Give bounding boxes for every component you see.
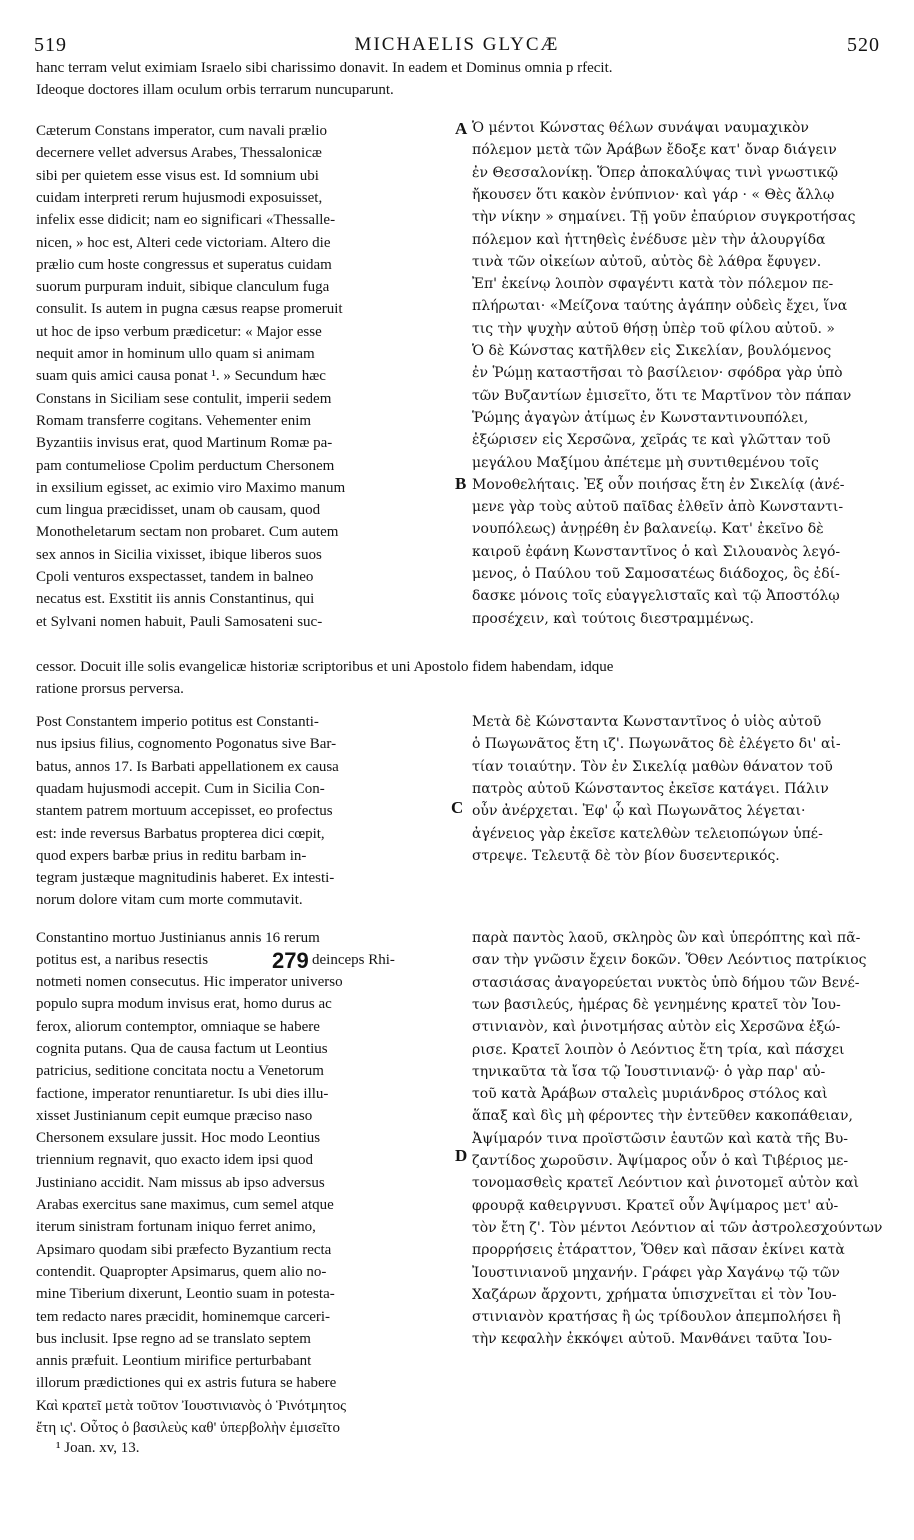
- running-title: MICHAELIS GLYCÆ: [354, 34, 560, 55]
- text-line: ζαντίδος χωροῦσιν. Ἀψίμαρος οὖν ὁ καὶ Τιβέριος με-: [472, 1153, 849, 1169]
- text-line: in exsilium egisset, ac eximio viro Maximo manum: [36, 479, 346, 496]
- text-line: prælio cum hoste congressus et superatus cuidam: [36, 256, 332, 273]
- text-line: Ὁ δὲ Κώνστας κατῆλθεν εἰς Σικελίαν, βουλόμενος: [472, 343, 832, 359]
- text-line: cuidam interpreti rerum hujusmodi exposuisset,: [36, 189, 323, 206]
- text-line: notmeti nomen consecutus. Hic imperator universo: [36, 974, 343, 990]
- text-line: οὖν ἀνέρχεται. Ἐφ' ᾧ καὶ Πωγωνᾶτος λέγεται·: [472, 803, 806, 820]
- text-line: Χαζάρων ἄρχοντι, χρήματα ὑπισχνεῖται εἰ τὸν Ἰου-: [472, 1286, 837, 1303]
- text-line: Justiniano accidit. Nam missus ab ipso adversus: [36, 1174, 325, 1191]
- text-line: στινιανὸν κρατήσας ἢ ὡς τρίδουλον ἀπεμπολήσει ἢ: [472, 1309, 841, 1326]
- inline-page-number: 279: [272, 948, 309, 973]
- text-line: Ῥώμης ἀγαγὼν ἀτίμως ἐν Κωνσταντινουπόλει,: [472, 409, 809, 426]
- text-line: τονομασθεὶς κρατεῖ Λεόντιον καὶ ῥινοτομεῖ αὐτὸν καὶ: [472, 1175, 860, 1192]
- page-header: [34, 34, 880, 58]
- text-line: ἔτη ις'. Οὗτος ὁ βασιλεὺς καθ' ὑπερβολὴν ἐμισεῖτο: [36, 1420, 340, 1436]
- text-line: patricius, seditione concitata noctu a Venetorum: [36, 1063, 324, 1080]
- text-line: suam quis amici causa ponat ¹. » Secundum hæc: [36, 368, 326, 385]
- text-line: τὸν ἔτη ζ'. Τὸν μέντοι Λεόντιον αἱ τῶν ἀστρολεσχούντων: [472, 1219, 883, 1236]
- text-line: Ἀψίμαρόν τινα προϊστῶσιν ἑαυτῶν καὶ κατὰ τῆς Βυ-: [472, 1130, 849, 1147]
- text-line: Ἐπ' ἐκείνῳ λοιπὸν σφαγέντι κατὰ τὸν πόλεμον πε-: [472, 276, 834, 293]
- text-line: προρρήσεις ἐτάραττον, Ὅθεν καὶ πᾶσαν ἐκίνει κατὰ: [472, 1242, 845, 1259]
- text-line: stantem patrem mortuum accepisset, eo profectus: [36, 803, 333, 820]
- text-line: ἐν Ῥώμῃ καταστῆσαι τὸ βασίλειον· σφόδρα γὰρ ὑπὸ: [472, 365, 843, 382]
- text-line: Apsimaro quodam sibi præfecto Byzantium recta: [36, 1241, 332, 1258]
- text-line: Ὁ μέντοι Κώνστας θέλων συνάψαι ναυμαχικὸν: [472, 120, 809, 136]
- text-line: ἤκουσεν ὅτι κακὸν ἐνύπνιον· καὶ γάρ · « Θὲς ἄλλῳ: [472, 186, 835, 203]
- text-line: στινιανὸν, καὶ ῥινοτμήσας αὐτὸν εἰς Χερσῶνα ἐξώ-: [472, 1019, 841, 1036]
- text-line: deinceps Rhi-: [312, 952, 395, 968]
- text-line: norum dolore vitam cum morte commutavit.: [36, 892, 303, 909]
- text-line: μενε γὰρ τοὺς αὐτοῦ παῖδας ἐλθεῖν ἀπὸ Κωνσταντι-: [472, 499, 844, 516]
- text-line: τις τὴν ψυχὴν αὐτοῦ θήσῃ ὑπὲρ τοῦ φίλου αὐτοῦ. »: [472, 320, 835, 337]
- text-line: Cpoli venturos exspectasset, tandem in balneo: [36, 569, 314, 585]
- text-line: ἀγένειος γὰρ ἐκεῖσε κατελθὼν τελειοπώγων ὑπέ-: [472, 825, 823, 842]
- text-line: τὴν νίκην » σημαίνει. Τῇ γοῦν ἐπαύριον συγκροτήσας: [472, 209, 856, 226]
- text-line: των βασιλεύς, ἡμέρας δὲ γενημένης κρατεῖ τὸν Ἰου-: [472, 996, 841, 1013]
- text-line: quadam hujusmodi accepit. Cum in Sicilia Con-: [36, 780, 325, 797]
- text-line: πόλεμον καὶ ἡττηθεὶς ἐνέδυσε μὲν τὴν ἁλουργίδα: [472, 231, 826, 248]
- text-line: annis præfuit. Leontium mirifice perturbabant: [36, 1353, 312, 1370]
- text-line: μεγάλου Μαξίμου ἀπέτεμε μὴ συντιθεμένου τοῖς: [472, 454, 819, 471]
- text-line: Chersonem exsulare jussit. Hoc modo Leontius: [36, 1130, 321, 1147]
- text-line: Constantino mortuo Justinianus annis 16 rerum: [36, 930, 320, 946]
- text-line: τὴν κεφαλὴν ἐκκόψει αὐτοῦ. Μανθάνει ταῦτα Ἰου-: [472, 1331, 832, 1348]
- text-line: cognita putans. Qua de causa factum ut Leontius: [36, 1040, 328, 1057]
- text-line: factione, imperator renuntiaretur. Is ubi dies illu-: [36, 1085, 329, 1102]
- text-line: bus inclusit. Ipse regno ad se translato septem: [36, 1330, 311, 1347]
- text-line: cum lingua præcidisset, unam ob causam, quod: [36, 502, 321, 519]
- text-line: τίαν τοιαύτην. Τὸν ἐν Σικελίᾳ μαθὼν θάνατον τοῦ: [472, 758, 833, 775]
- text-line: pam contumeliose Cpolim perductum Chersonem: [36, 457, 335, 474]
- text-line: ut hoc de ipso verbum prædicetur: « Major esse: [36, 323, 322, 340]
- text-line: Monotheletarum sectam non probaret. Cum autem: [36, 524, 339, 541]
- margin-letter-a: A: [455, 119, 468, 138]
- text-line: triennium regnavit, quo exacto idem ipsi quod: [36, 1152, 314, 1169]
- text-line: cessor. Docuit ille solis evangelicæ historiæ scriptoribus et uni Apostolo fidem habendam, idque: [36, 659, 614, 675]
- text-line: ρισε. Κρατεῖ λοιπὸν ὁ Λεόντιος ἔτη τρία, καὶ πάσχει: [472, 1041, 845, 1058]
- text-line: Cæterum Constans imperator, cum navali prælio: [36, 123, 328, 139]
- text-line: στασιάσας ἀναγορεύεται νυκτὸς ὑπὸ δήμου τῶν Βενέ-: [472, 974, 860, 991]
- text-line: iterum sinistram fortunam iniquo ferret animo,: [36, 1219, 316, 1236]
- text-line: παρὰ παντὸς λαοῦ, σκληρὸς ὢν καὶ ὑπερόπτης καὶ πᾶ-: [472, 930, 861, 946]
- text-line: xisset Justinianum cepit eumque præciso naso: [36, 1107, 313, 1124]
- text-line: et Sylvani nomen habuit, Pauli Samosateni suc-: [36, 613, 323, 630]
- text-line: suorum purpuram induit, sibique clanculum fuga: [36, 279, 330, 296]
- text-line: ratione prorsus perversa.: [36, 681, 184, 697]
- text-line: Καὶ κρατεῖ μετὰ τοῦτον Ἰουστινιανὸς ὁ Ῥινότμητος: [36, 1397, 347, 1414]
- text-line: πλήρωται· «Μείζονα ταύτης ἀγάπην οὐδεὶς ἔχει, ἵνα: [472, 298, 848, 315]
- text-line: Arabas exercitus sane maximus, cum semel atque: [36, 1197, 334, 1213]
- text-line: ἅπαξ καὶ δὶς μὴ φέροντες τὴν ἐντεῦθεν κακοπάθειαν,: [472, 1108, 853, 1125]
- text-line: Ἰουστινιανοῦ μηχανήν. Γράφει γὰρ Χαγάνῳ τῷ τῶν: [472, 1264, 840, 1281]
- text-line: potitus est, a naribus resectis: [36, 952, 209, 968]
- text-line: τινὰ τῶν οἰκείων αὐτοῦ, αὐτὸς δὲ λάθρα ἔφυγεν.: [472, 253, 822, 270]
- text-line: Byzantiis invisus erat, quod Martinum Romæ pa-: [36, 435, 333, 452]
- text-line: tegram justæque magnitudinis haberet. Ex intesti-: [36, 870, 335, 887]
- text-line: Μονοθελήταις. Ἐξ οὖν ποιήσας ἔτη ἐν Σικελίᾳ (ἀνέ-: [472, 476, 845, 493]
- text-line: nequit amor in hominum ullo quam si animam: [36, 346, 315, 362]
- text-line: infelix esse didicit; nam eo significari «Thessalle-: [36, 212, 336, 229]
- text-line: σαν τὴν γνῶσιν ἔχειν δοκῶν. Ὅθεν Λεόντιος πατρίκιος: [472, 952, 867, 969]
- text-line: πατρὸς αὐτοῦ Κώνσταντος ἐκεῖσε κατάγει. Πάλιν: [472, 780, 829, 797]
- text-line: sex annos in Sicilia vixisset, ibique liberos suos: [36, 546, 322, 563]
- text-line: nicen, » hoc est, Alteri cede victoriam. Altero die: [36, 234, 331, 251]
- text-line: quod expers barbæ prius in reditu barbam in-: [36, 847, 307, 864]
- text-line: προσέχειν, καὶ τούτοις διεστραμμένως.: [472, 610, 754, 627]
- text-line: sibi per quietem esse visus est. Id somnium ubi: [36, 167, 319, 184]
- text-line: καιροῦ ἐφάνη Κωνσταντῖνος ὁ καὶ Σιλουανὸς λεγό-: [472, 543, 841, 560]
- text-line: consulit. Is autem in pugna cæsus reapse promeruit: [36, 301, 343, 318]
- text-line: δασκε μόνοις τοῖς εὐαγγελισταῖς καὶ τῷ Ἀποστόλῳ: [472, 588, 840, 605]
- text-line: contendit. Quapropter Apsimarus, quem alio no-: [36, 1263, 327, 1280]
- text-line: nus ipsius filius, cognomento Pogonatus sive Bar-: [36, 736, 337, 753]
- text-line: mine Tiberium dixerunt, Leontio suam in potesta-: [36, 1286, 335, 1303]
- text-line: Ideoque doctores illam oculum orbis terrarum nuncuparunt.: [36, 82, 394, 98]
- text-line: ἐν Θεσσαλονίκῃ. Ὅπερ ἀποκαλύψας τινὶ γνωστικῷ: [472, 164, 839, 181]
- text-line: τῶν Βυζαντίων ἐμισεῖτο, ὅτι τε Μαρτῖνον τὸν πάπαν: [472, 387, 852, 404]
- margin-letter-b: B: [455, 474, 467, 493]
- left-page-number: 519: [34, 34, 67, 56]
- text-line: νουπόλεως) ἀνῃρέθη ἐν βαλανείῳ. Κατ' ἐκεῖνο δὲ: [472, 521, 824, 538]
- text-line: Μετὰ δὲ Κώνσταντα Κωνσταντῖνος ὁ υἱὸς αὐτοῦ: [472, 714, 822, 730]
- text-line: ferox, aliorum contemptor, omniaque se habere: [36, 1018, 320, 1035]
- footnote: ¹ Joan. xv, 13.: [56, 1440, 140, 1456]
- text-line: τηνικαῦτα τὰ ἴσα τῷ Ἰουστινιανῷ· ὁ γὰρ παρ' αὐ-: [472, 1063, 826, 1080]
- text-line: Romam transferre cogitans. Vehementer enim: [36, 412, 312, 429]
- text-line: necatus est. Exstitit iis annis Constantinus, qui: [36, 591, 315, 608]
- text-line: ὁ Πωγωνᾶτος ἔτη ιζ'. Πωγωνᾶτος δὲ ἐλέγετο δι' αἰ-: [472, 736, 841, 753]
- text-line: τοῦ κατὰ Ἀράβων σταλεὶς μυριάνδρος στόλος καὶ: [472, 1086, 828, 1103]
- margin-letter-d: D: [455, 1146, 468, 1165]
- text-line: decernere vellet adversus Arabes, Thessalonicæ: [36, 145, 322, 162]
- text-line: Constans in Siciliam sese contulit, imperii sedem: [36, 390, 332, 407]
- text-line: tem redacto nares præcidit, hominemque carceri-: [36, 1308, 331, 1325]
- right-page-number: 520: [847, 34, 880, 56]
- text-line: batus, annos 17. Is Barbati appellationem ex causa: [36, 758, 339, 775]
- text-line: στρεψε. Τελευτᾷ δὲ τὸν βίον δυσεντερικός.: [472, 847, 780, 864]
- text-line: φρουρᾷ καθειργνυσι. Κρατεῖ οὖν Ἀψίμαρος μετ' αὐ-: [472, 1197, 839, 1214]
- text-line: ἐξώρισεν εἰς Χερσῶνα, χεῖράς τε καὶ γλῶτταν τοῦ: [472, 432, 831, 449]
- text-line: πόλεμον μετὰ τῶν Ἀράβων ἔδοξε κατ' ὄναρ διάγειν: [472, 142, 837, 159]
- text-line: hanc terram velut eximiam Israelo sibi charissimo donavit. In eadem et Dominus omnia p rfecit.: [36, 60, 613, 76]
- text-line: illorum prædictiones qui ex astris futura se habere: [36, 1375, 337, 1392]
- margin-letter-c: C: [451, 798, 464, 817]
- text-line: populo supra modum invisus erat, homo durus ac: [36, 996, 332, 1013]
- text-line: μενος, ὁ Παύλου τοῦ Σαμοσατέως διάδοχος, ὃς ἐδί-: [472, 566, 840, 582]
- text-line: Post Constantem imperio potitus est Constanti-: [36, 714, 319, 730]
- text-line: est: inde reversus Barbatus propterea dici cœpit,: [36, 825, 325, 842]
